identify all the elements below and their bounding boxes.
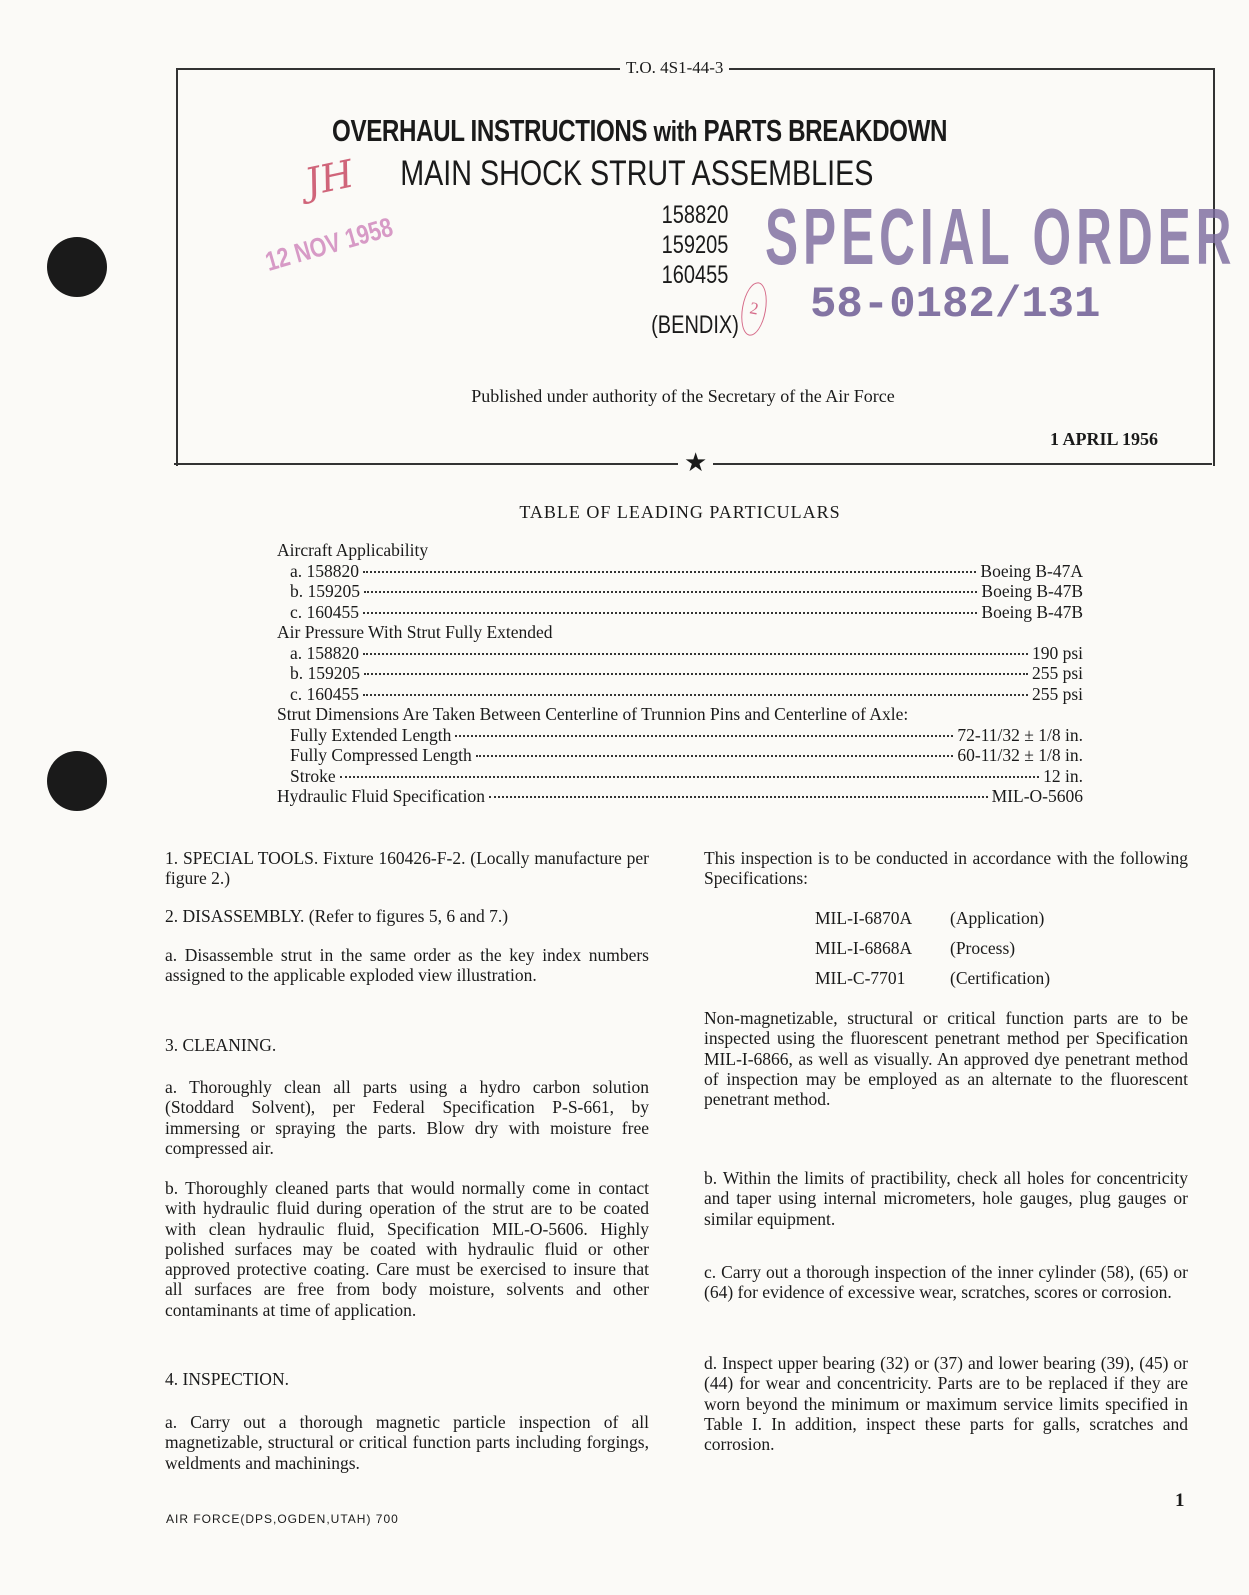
particulars-value: 72-11/32 ± 1/8 in. [957, 724, 1083, 745]
leader-dots [455, 735, 953, 737]
particulars-row [277, 704, 1083, 725]
particulars-row [277, 581, 1083, 602]
leader-dots [489, 796, 988, 798]
particulars-row [277, 602, 1083, 623]
leader-dots [363, 571, 976, 573]
particulars-value: Boeing B-47B [981, 581, 1083, 601]
particulars-row [277, 643, 1083, 664]
spec-description: (Process) [950, 938, 1016, 958]
paragraph: d. Inspect upper bearing (32) or (37) and lower bearing (39), (45) or (44) for wear and concentricity. Parts are to be replaced if they are worn beyond the minimum or maximum service limits specified in Table I. In addition, inspect these parts for galls, scratches and corrosion. [704, 1353, 1188, 1455]
specification-item [815, 908, 1044, 929]
paragraph: a. Carry out a thorough magnetic particle inspection of all magnetizable, structural or critical function parts including forgings, weldments and machinings. [165, 1412, 649, 1473]
particulars-label: b. 159205 [290, 663, 360, 683]
paragraph: 3. CLEANING. [165, 1035, 277, 1055]
particulars-row [277, 786, 1083, 807]
circled-mark: 2 [737, 280, 770, 337]
leading-particulars-title: TABLE OF LEADING PARTICULARS [519, 502, 841, 522]
paragraph: b. Thoroughly cleaned parts that would normally come in contact with hydraulic fluid during operation of the strut are to be coated with clean hydraulic fluid, Specification MIL-O-5606. Highly polished surfaces may be coated with hydraulic fluid or other approved protective coating. Care must be exercised to insure that all surfaces are free from body moisture, solvents and other contaminants at time of application. [165, 1178, 649, 1320]
star-icon: ★ [678, 448, 713, 478]
publication-date: 1 APRIL 1956 [1050, 429, 1159, 449]
specification-item [815, 968, 1050, 989]
leader-dots [363, 653, 1028, 655]
paragraph: Non-magnetizable, structural or critical function parts are to be inspected using the fluorescent penetrant method per Specification MIL-I-6866, as well as visually. An approved dye penetrant method of inspection may be employed as an alternate to the fluorescent penetrant method. [704, 1008, 1188, 1110]
particulars-value: Boeing B-47B [981, 601, 1083, 622]
particulars-label: Fully Extended Length [290, 724, 452, 745]
paragraph: 2. DISASSEMBLY. (Refer to figures 5, 6 and 7.) [165, 906, 509, 926]
title-part: with [653, 116, 698, 148]
paragraph: c. Carry out a thorough inspection of the inner cylinder (58), (65) or (64) for evidence of excessive wear, scratches, scores or corrosion. [704, 1262, 1188, 1303]
particulars-label: Hydraulic Fluid Specification [277, 786, 486, 806]
handwritten-initials: JH [300, 151, 358, 205]
leader-dots [340, 776, 1039, 778]
particulars-label: Strut Dimensions Are Taken Between Centerline of Trunnion Pins and Centerline of Axle: [277, 704, 909, 724]
manufacturer: (BENDIX) [651, 311, 739, 339]
part-number: 158820 [661, 201, 729, 229]
title-part: OVERHAUL INSTRUCTIONS [332, 113, 648, 148]
particulars-label: a. 158820 [290, 642, 360, 663]
particulars-value: 12 in. [1043, 765, 1083, 786]
spec-description: (Application) [950, 908, 1045, 928]
particulars-label: c. 160455 [290, 683, 360, 704]
particulars-row [277, 561, 1083, 582]
particulars-row [277, 684, 1083, 705]
paragraph: a. Thoroughly clean all parts using a hydro carbon solution (Stoddard Solvent), per Federal Specification P-S-661, by immersing or spraying the parts. Blow dry with moisture free compressed air. [165, 1077, 649, 1158]
particulars-label: Aircraft Applicability [277, 540, 429, 560]
particulars-value: 255 psi [1031, 683, 1083, 704]
order-number-stamp: 58-0182/131 [810, 280, 1101, 330]
paragraph: 4. INSPECTION. [165, 1369, 289, 1389]
page-number: 1 [1175, 1490, 1185, 1511]
particulars-label: a. 158820 [290, 560, 360, 581]
particulars-row [277, 622, 1083, 643]
particulars-value: 255 psi [1031, 663, 1083, 683]
particulars-value: Boeing B-47A [980, 560, 1083, 581]
particulars-label: Air Pressure With Strut Fully Extended [277, 622, 553, 642]
technical-order-number: T.O. 4S1-44-3 [620, 58, 729, 78]
particulars-label: Fully Compressed Length [290, 745, 472, 765]
specification-item [815, 938, 1015, 959]
spec-code: MIL-C-7701 [815, 968, 906, 988]
authority-line: Published under authority of the Secretary of the Air Force [471, 386, 895, 406]
leading-particulars-table [277, 540, 1083, 807]
part-number: 159205 [661, 231, 729, 259]
printer-line: AIR FORCE(DPS,OGDEN,UTAH) 700 [166, 1512, 399, 1526]
particulars-row [277, 766, 1083, 787]
particulars-row [277, 663, 1083, 684]
part-number: 160455 [661, 261, 729, 289]
particulars-label: Stroke [290, 765, 336, 786]
particulars-value: MIL-O-5606 [991, 786, 1083, 806]
binder-hole-top [47, 237, 107, 297]
binder-hole-middle [47, 751, 107, 811]
document-subtitle: MAIN SHOCK STRUT ASSEMBLIES [400, 154, 874, 193]
particulars-row [277, 725, 1083, 746]
leader-dots [363, 694, 1028, 696]
paragraph: b. Within the limits of practibility, check all holes for concentricity and taper using internal micrometers, hole gauges, plug gauges or similar equipment. [704, 1168, 1188, 1229]
leader-dots [364, 591, 977, 593]
particulars-label: c. 160455 [290, 601, 360, 622]
leader-dots [476, 755, 954, 757]
particulars-value: 60-11/32 ± 1/8 in. [957, 745, 1083, 765]
leader-dots [363, 612, 977, 614]
title-part: PARTS BREAKDOWN [703, 113, 948, 148]
paragraph: a. Disassemble strut in the same order as the key index numbers assigned to the applicable exploded view illustration. [165, 945, 649, 986]
particulars-value: 190 psi [1031, 642, 1083, 663]
paragraph: 1. SPECIAL TOOLS. Fixture 160426-F-2. (Locally manufacture per figure 2.) [165, 848, 649, 889]
spec-code: MIL-I-6870A [815, 908, 913, 928]
spec-code: MIL-I-6868A [815, 938, 913, 958]
leader-dots [364, 673, 1028, 675]
particulars-label: b. 159205 [290, 581, 360, 601]
special-order-stamp: SPECIAL ORDER [765, 192, 1237, 281]
particulars-row [277, 745, 1083, 766]
particulars-row [277, 540, 1083, 561]
received-date-stamp: 12 NOV 1958 [262, 211, 397, 277]
document-title [152, 113, 1126, 150]
spec-description: (Certification) [950, 968, 1051, 988]
paragraph: This inspection is to be conducted in accordance with the following Specifications: [704, 848, 1188, 889]
